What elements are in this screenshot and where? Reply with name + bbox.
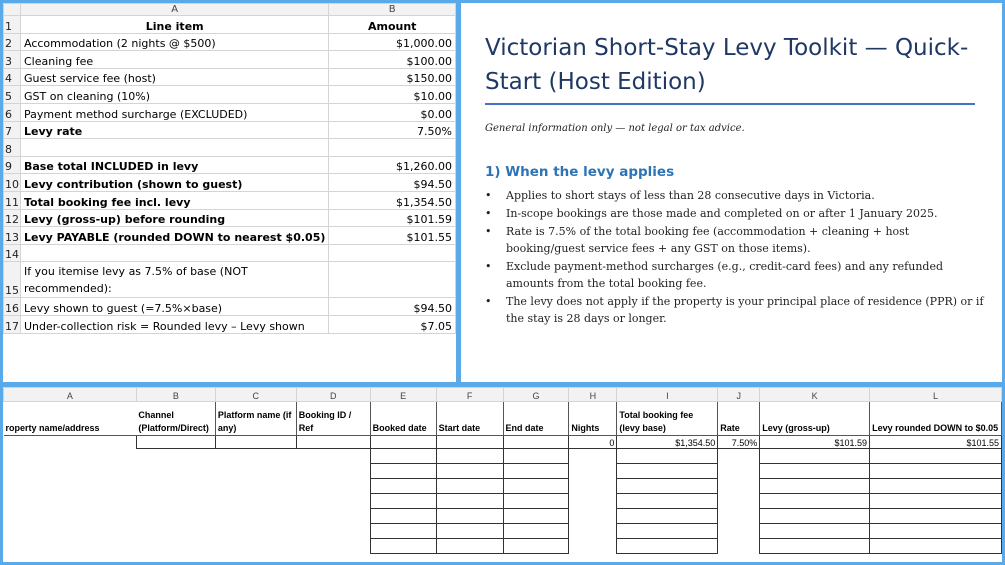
- row-number[interactable]: 6: [4, 103, 21, 121]
- column-header-b[interactable]: B: [329, 4, 456, 16]
- empty-cell[interactable]: [215, 524, 296, 539]
- empty-row: [4, 449, 1002, 464]
- row-number[interactable]: 11: [4, 191, 21, 209]
- row-number[interactable]: 7: [4, 121, 21, 139]
- empty-cell[interactable]: [370, 464, 436, 479]
- amount-cell[interactable]: $1,260.00: [329, 156, 456, 174]
- empty-cell[interactable]: [760, 479, 870, 494]
- sheet-row: [4, 191, 456, 209]
- row-number[interactable]: 12: [4, 209, 21, 227]
- empty-cell[interactable]: [617, 479, 718, 494]
- amount-cell[interactable]: 7.50%: [329, 121, 456, 139]
- bullet-text: Rate is 7.5% of the total booking fee (accommodation + cleaning + host booking/guest service fees + any GST on those items).: [506, 225, 910, 255]
- amount-cell[interactable]: Amount: [329, 16, 456, 34]
- empty-cell[interactable]: [215, 464, 296, 479]
- empty-cell[interactable]: [718, 509, 760, 524]
- empty-cell[interactable]: [436, 494, 503, 509]
- amount-cell[interactable]: $1,000.00: [329, 33, 456, 51]
- column-letter[interactable]: J: [718, 388, 760, 402]
- sheet-row: [4, 86, 456, 104]
- empty-cell[interactable]: [215, 494, 296, 509]
- empty-cell[interactable]: [503, 524, 569, 539]
- empty-cell[interactable]: [4, 524, 137, 539]
- empty-cell[interactable]: [370, 539, 436, 554]
- section-heading: 1) When the levy applies: [485, 164, 675, 180]
- column-letter[interactable]: L: [870, 388, 1002, 402]
- empty-cell[interactable]: [617, 524, 718, 539]
- sheet-row: [4, 103, 456, 121]
- amount-cell[interactable]: [329, 262, 456, 298]
- column-title-row: [4, 402, 1002, 436]
- line-item-cell[interactable]: Total booking fee incl. levy: [21, 191, 329, 209]
- empty-cell[interactable]: [215, 449, 296, 464]
- empty-cell[interactable]: [296, 479, 370, 494]
- empty-cell[interactable]: [296, 464, 370, 479]
- empty-cell[interactable]: [4, 449, 137, 464]
- empty-cell[interactable]: [136, 524, 215, 539]
- empty-cell[interactable]: [215, 509, 296, 524]
- line-item-cell[interactable]: Levy shown to guest (=7.5%×base): [21, 298, 329, 316]
- empty-cell[interactable]: [370, 479, 436, 494]
- bullet-icon: •: [485, 260, 492, 273]
- booking-cell[interactable]: [370, 436, 436, 449]
- amount-cell[interactable]: $150.00: [329, 68, 456, 86]
- line-item-cell[interactable]: Under-collection risk = Rounded levy – Levy shown: [21, 315, 329, 333]
- bullet-icon: •: [485, 225, 492, 238]
- amount-cell[interactable]: $1,354.50: [329, 191, 456, 209]
- empty-cell[interactable]: [870, 494, 1002, 509]
- empty-cell[interactable]: [617, 494, 718, 509]
- line-item-cell[interactable]: Base total INCLUDED in levy: [21, 156, 329, 174]
- empty-cell[interactable]: [870, 449, 1002, 464]
- column-letter[interactable]: G: [503, 388, 569, 402]
- line-item-cell[interactable]: Accommodation (2 nights @ $500): [21, 33, 329, 51]
- empty-cell[interactable]: [569, 539, 617, 554]
- line-item-cell[interactable]: Cleaning fee: [21, 51, 329, 69]
- empty-row: [4, 464, 1002, 479]
- empty-cell[interactable]: [870, 524, 1002, 539]
- empty-cell[interactable]: [870, 539, 1002, 554]
- empty-cell[interactable]: [503, 464, 569, 479]
- booking-cell[interactable]: $101.59: [760, 436, 870, 449]
- column-letter[interactable]: K: [760, 388, 870, 402]
- empty-cell[interactable]: [136, 494, 215, 509]
- column-title[interactable]: Channel (Platform/Direct): [136, 402, 215, 436]
- empty-cell[interactable]: [760, 449, 870, 464]
- booking-cell[interactable]: [503, 436, 569, 449]
- line-item-cell[interactable]: Line item: [21, 16, 329, 34]
- levy-calculator-sheet: [3, 3, 456, 382]
- row-number[interactable]: 9: [4, 156, 21, 174]
- empty-cell[interactable]: [718, 494, 760, 509]
- bullet-text: In-scope bookings are those made and completed on or after 1 January 2025.: [506, 207, 938, 220]
- empty-cell[interactable]: [718, 449, 760, 464]
- row-number[interactable]: 5: [4, 86, 21, 104]
- row-number[interactable]: 2: [4, 33, 21, 51]
- empty-cell[interactable]: [4, 464, 137, 479]
- row-number[interactable]: 8: [4, 139, 21, 157]
- empty-cell[interactable]: [436, 509, 503, 524]
- empty-cell[interactable]: [136, 464, 215, 479]
- empty-cell[interactable]: [215, 479, 296, 494]
- empty-cell[interactable]: [4, 509, 137, 524]
- sheet-row: [4, 68, 456, 86]
- column-letter[interactable]: B: [136, 388, 215, 402]
- empty-row: [4, 479, 1002, 494]
- line-item-cell[interactable]: Guest service fee (host): [21, 68, 329, 86]
- booking-row: [4, 436, 1002, 449]
- empty-row: [4, 509, 1002, 524]
- row-number[interactable]: 1: [4, 16, 21, 34]
- empty-cell[interactable]: [436, 524, 503, 539]
- empty-cell[interactable]: [296, 539, 370, 554]
- empty-cell[interactable]: [296, 449, 370, 464]
- amount-cell[interactable]: $94.50: [329, 298, 456, 316]
- empty-cell[interactable]: [4, 494, 137, 509]
- sheet-row: [4, 51, 456, 69]
- empty-cell[interactable]: [436, 464, 503, 479]
- amount-cell[interactable]: $94.50: [329, 174, 456, 192]
- row-number[interactable]: 4: [4, 68, 21, 86]
- bullet-icon: •: [485, 189, 492, 202]
- bullet-text: Exclude payment-method surcharges (e.g., credit-card fees) and any refunded amounts from the total booking fee.: [506, 260, 943, 290]
- column-title[interactable]: Rate: [718, 402, 760, 436]
- empty-cell[interactable]: [370, 449, 436, 464]
- empty-cell[interactable]: [370, 494, 436, 509]
- line-item-cell[interactable]: Levy PAYABLE (rounded DOWN to nearest $0.05): [21, 227, 329, 245]
- document-title: Victorian Short-Stay Levy Toolkit — Quick-Start (Host Edition): [485, 35, 969, 95]
- bullet-icon: •: [485, 207, 492, 220]
- amount-cell[interactable]: $0.00: [329, 103, 456, 121]
- empty-cell[interactable]: [436, 449, 503, 464]
- select-all-corner[interactable]: [4, 4, 21, 16]
- sheet-row: [4, 121, 456, 139]
- empty-cell[interactable]: [870, 464, 1002, 479]
- column-title[interactable]: roperty name/address: [4, 402, 137, 436]
- quick-start-document: [461, 3, 1002, 382]
- column-title[interactable]: Platform name (if any): [215, 402, 296, 436]
- column-title[interactable]: Nights: [569, 402, 617, 436]
- booking-cell[interactable]: 7.50%: [718, 436, 760, 449]
- empty-cell[interactable]: [718, 539, 760, 554]
- empty-cell[interactable]: [760, 494, 870, 509]
- booking-cell[interactable]: 0: [569, 436, 617, 449]
- row-number[interactable]: 15: [4, 262, 21, 298]
- column-header-a[interactable]: A: [21, 4, 329, 16]
- sheet-row: [4, 16, 456, 34]
- column-letter[interactable]: E: [370, 388, 436, 402]
- sheet-row: [4, 174, 456, 192]
- empty-cell[interactable]: [617, 509, 718, 524]
- column-title[interactable]: Booking ID / Ref: [296, 402, 370, 436]
- empty-cell[interactable]: [760, 509, 870, 524]
- empty-cell[interactable]: [136, 479, 215, 494]
- sheet-row: [4, 262, 456, 298]
- line-item-cell[interactable]: [21, 244, 329, 262]
- empty-row: [4, 494, 1002, 509]
- line-item-cell[interactable]: GST on cleaning (10%): [21, 86, 329, 104]
- booking-cell[interactable]: [4, 436, 137, 449]
- sheet-row: [4, 244, 456, 262]
- empty-row: [4, 524, 1002, 539]
- empty-cell[interactable]: [436, 479, 503, 494]
- sheet-row: [4, 33, 456, 51]
- bullet-text: The levy does not apply if the property is your principal place of residence (PPR) or if the stay is 28 days or longer.: [506, 295, 984, 325]
- amount-cell[interactable]: [329, 139, 456, 157]
- empty-cell[interactable]: [370, 524, 436, 539]
- amount-cell[interactable]: [329, 244, 456, 262]
- amount-cell[interactable]: $101.55: [329, 227, 456, 245]
- booking-cell[interactable]: $1,354.50: [617, 436, 718, 449]
- empty-cell[interactable]: [718, 524, 760, 539]
- empty-cell[interactable]: [436, 539, 503, 554]
- amount-cell[interactable]: $10.00: [329, 86, 456, 104]
- amount-cell[interactable]: $101.59: [329, 209, 456, 227]
- booking-cell[interactable]: [215, 436, 296, 449]
- column-letter[interactable]: I: [617, 388, 718, 402]
- column-letter[interactable]: D: [296, 388, 370, 402]
- column-header-row: [4, 4, 456, 16]
- calculator-grid: [3, 3, 456, 334]
- line-item-cell[interactable]: Levy (gross-up) before rounding: [21, 209, 329, 227]
- empty-cell[interactable]: [296, 494, 370, 509]
- sheet-row: [4, 227, 456, 245]
- empty-cell[interactable]: [503, 494, 569, 509]
- booking-cell[interactable]: [436, 436, 503, 449]
- row-number[interactable]: 14: [4, 244, 21, 262]
- empty-cell[interactable]: [617, 539, 718, 554]
- empty-cell[interactable]: [136, 509, 215, 524]
- column-letter[interactable]: H: [569, 388, 617, 402]
- empty-cell[interactable]: [617, 464, 718, 479]
- row-number[interactable]: 17: [4, 315, 21, 333]
- line-item-cell[interactable]: If you itemise levy as 7.5% of base (NOT recommended):: [21, 262, 329, 298]
- empty-cell[interactable]: [760, 524, 870, 539]
- column-letter[interactable]: F: [436, 388, 503, 402]
- empty-cell[interactable]: [4, 539, 137, 554]
- booking-cell[interactable]: $101.55: [870, 436, 1002, 449]
- booking-tracker-sheet: [3, 387, 1002, 562]
- empty-cell[interactable]: [503, 509, 569, 524]
- empty-cell[interactable]: [760, 464, 870, 479]
- empty-cell[interactable]: [569, 494, 617, 509]
- booking-cell[interactable]: [136, 436, 215, 449]
- bullet-text: Applies to short stays of less than 28 consecutive days in Victoria.: [506, 189, 875, 202]
- sheet-row: [4, 156, 456, 174]
- row-number[interactable]: 3: [4, 51, 21, 69]
- bullet-icon: •: [485, 295, 492, 308]
- empty-cell[interactable]: [503, 479, 569, 494]
- row-number[interactable]: 10: [4, 174, 21, 192]
- column-letter-row: [4, 388, 1002, 402]
- disclaimer-text: General information only — not legal or tax advice.: [485, 123, 745, 134]
- sheet-row: [4, 139, 456, 157]
- empty-cell[interactable]: [215, 539, 296, 554]
- empty-cell[interactable]: [870, 509, 1002, 524]
- empty-cell[interactable]: [718, 479, 760, 494]
- empty-cell[interactable]: [370, 509, 436, 524]
- line-item-cell[interactable]: [21, 139, 329, 157]
- sheet-row: [4, 298, 456, 316]
- column-letter[interactable]: C: [215, 388, 296, 402]
- bullet-item: [485, 205, 985, 222]
- empty-cell[interactable]: [718, 464, 760, 479]
- empty-cell[interactable]: [296, 524, 370, 539]
- empty-cell[interactable]: [870, 479, 1002, 494]
- line-item-cell[interactable]: Levy rate: [21, 121, 329, 139]
- bullet-item: [485, 187, 985, 204]
- bullet-item: [485, 258, 985, 292]
- empty-cell[interactable]: [760, 539, 870, 554]
- empty-cell[interactable]: [569, 524, 617, 539]
- empty-cell[interactable]: [617, 449, 718, 464]
- title-underline: [485, 103, 975, 105]
- line-item-cell[interactable]: Payment method surcharge (EXCLUDED): [21, 103, 329, 121]
- empty-cell[interactable]: [569, 509, 617, 524]
- empty-cell[interactable]: [296, 509, 370, 524]
- empty-cell[interactable]: [4, 479, 137, 494]
- column-title[interactable]: Start date: [436, 402, 503, 436]
- line-item-cell[interactable]: Levy contribution (shown to guest): [21, 174, 329, 192]
- empty-cell[interactable]: [136, 539, 215, 554]
- column-letter[interactable]: A: [4, 388, 137, 402]
- empty-cell[interactable]: [136, 449, 215, 464]
- amount-cell[interactable]: $7.05: [329, 315, 456, 333]
- tracker-grid: [3, 387, 1002, 554]
- column-title[interactable]: Booked date: [370, 402, 436, 436]
- column-title[interactable]: Total booking fee (levy base): [617, 402, 718, 436]
- empty-row: [4, 539, 1002, 554]
- sheet-row: [4, 315, 456, 333]
- row-number[interactable]: 13: [4, 227, 21, 245]
- sheet-row: [4, 209, 456, 227]
- empty-cell[interactable]: [569, 479, 617, 494]
- column-title[interactable]: Levy (gross-up): [760, 402, 870, 436]
- row-number[interactable]: 16: [4, 298, 21, 316]
- empty-cell[interactable]: [503, 539, 569, 554]
- booking-cell[interactable]: [296, 436, 370, 449]
- bullet-item: [485, 223, 985, 257]
- empty-cell[interactable]: [569, 464, 617, 479]
- empty-cell[interactable]: [503, 449, 569, 464]
- column-title[interactable]: Levy rounded DOWN to $0.05: [870, 402, 1002, 436]
- column-title[interactable]: End date: [503, 402, 569, 436]
- bullet-item: [485, 293, 985, 327]
- amount-cell[interactable]: $100.00: [329, 51, 456, 69]
- bullet-list: [485, 187, 985, 328]
- empty-cell[interactable]: [569, 449, 617, 464]
